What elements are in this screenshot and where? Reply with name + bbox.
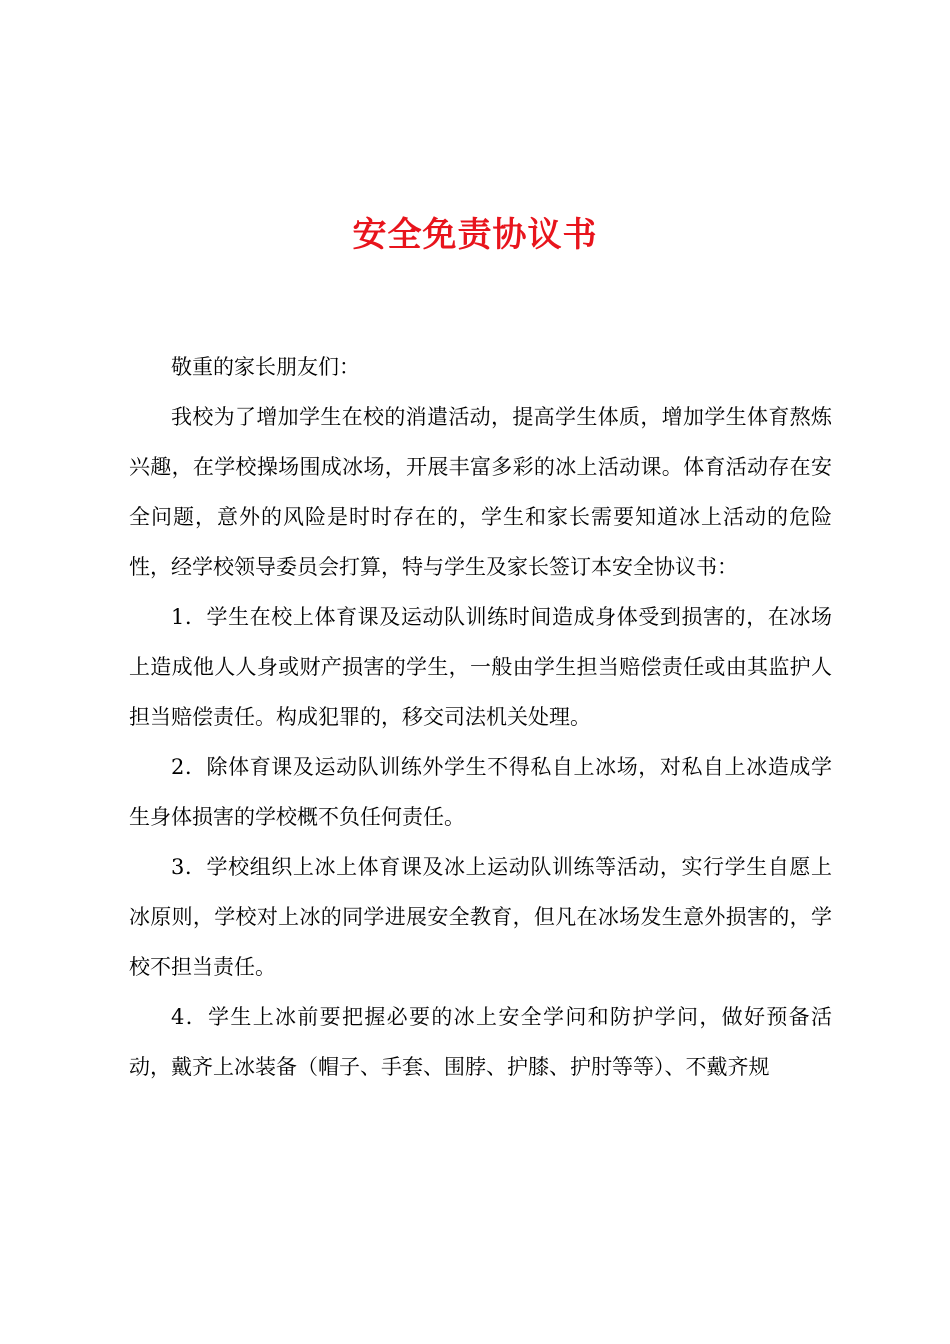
document-title: 安全免责协议书 — [352, 215, 598, 255]
clause-3: 3．学校组织上冰上体育课及冰上运动队训练等活动，实行学生自愿上冰原则，学校对上冰的同学进展安全教育，但凡在冰场发生意外损害的，学校不担当责任。 — [129, 855, 832, 979]
salutation: 敬重的家长朋友们： — [171, 355, 360, 379]
document-body — [129, 342, 832, 1092]
clause-4: 4．学生上冰前要把握必要的冰上安全学问和防护学问，做好预备活动，戴齐上冰装备（帽子、手套、围脖、护膝、护肘等等）、不戴齐规 — [129, 1005, 832, 1079]
clause-2: 2．除体育课及运动队训练外学生不得私自上冰场，对私自上冰造成学生身体损害的学校概不负任何责任。 — [129, 755, 832, 829]
clause-1: 1．学生在校上体育课及运动队训练时间造成身体受到损害的，在冰场上造成他人人身或财产损害的学生，一般由学生担当赔偿责任或由其监护人担当赔偿责任。构成犯罪的，移交司法机关处理。 — [129, 605, 832, 729]
intro-paragraph: 我校为了增加学生在校的消遣活动，提高学生体质，增加学生体育熬炼兴趣，在学校操场围成冰场，开展丰富多彩的冰上活动课。体育活动存在安全问题，意外的风险是时时存在的，学生和家长需要知道冰上活动的危险性，经学校领导委员会打算，特与学生及家长签订本安全协议书： — [129, 405, 832, 579]
